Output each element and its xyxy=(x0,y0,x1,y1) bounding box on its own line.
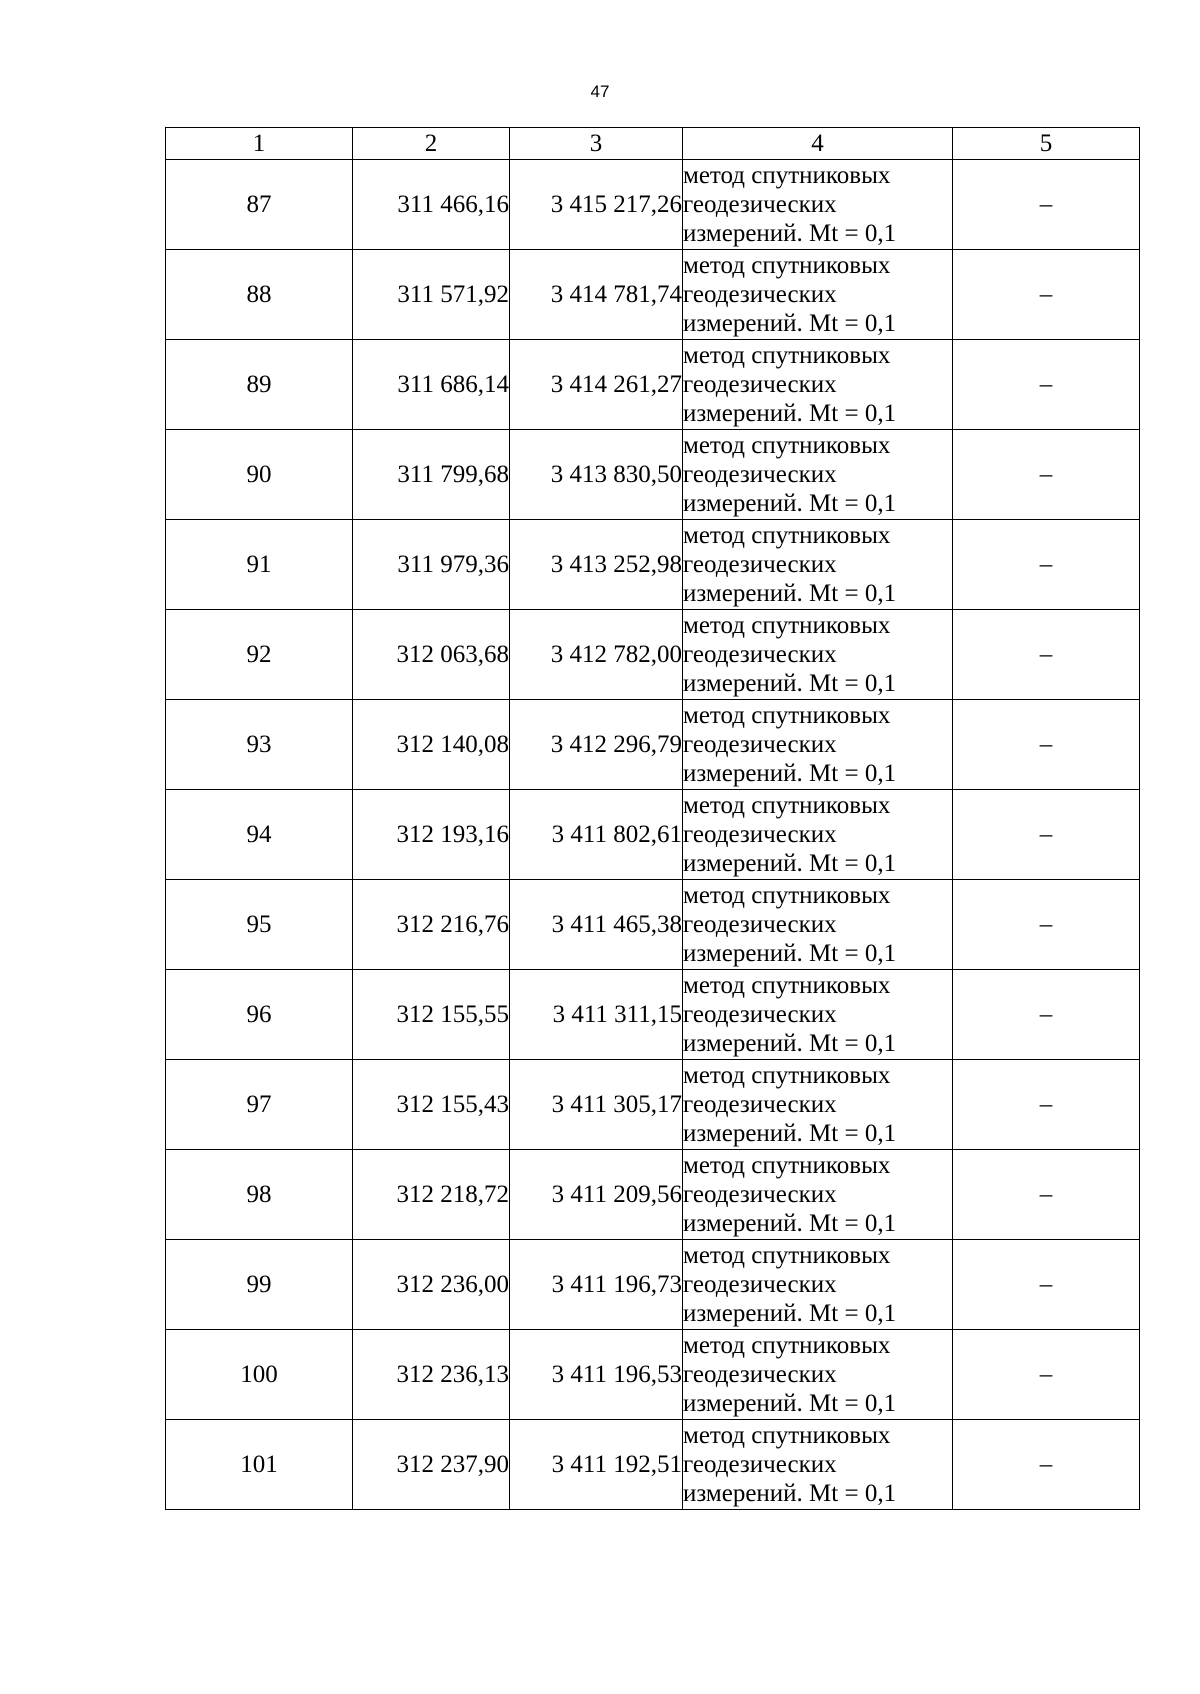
method-cell: метод спутниковых геодезических измерений. Mt = 0,1 xyxy=(683,250,953,340)
method-cell: метод спутниковых геодезических измерений. Mt = 0,1 xyxy=(683,1240,953,1330)
x-coordinate-cell: 312 216,76 xyxy=(353,880,510,970)
point-number-cell: 101 xyxy=(166,1420,353,1510)
table-row xyxy=(166,610,1140,700)
point-number-cell: 88 xyxy=(166,250,353,340)
table-body xyxy=(166,160,1140,1510)
y-coordinate-cell: 3 411 311,15 xyxy=(510,970,683,1060)
table-row xyxy=(166,1420,1140,1510)
note-cell: – xyxy=(953,880,1140,970)
note-cell: – xyxy=(953,1060,1140,1150)
method-cell: метод спутниковых геодезических измерений. Mt = 0,1 xyxy=(683,790,953,880)
header-cell-1: 1 xyxy=(166,128,353,160)
point-number-cell: 100 xyxy=(166,1330,353,1420)
y-coordinate-cell: 3 412 782,00 xyxy=(510,610,683,700)
method-cell: метод спутниковых геодезических измерений. Mt = 0,1 xyxy=(683,1060,953,1150)
method-cell: метод спутниковых геодезических измерений. Mt = 0,1 xyxy=(683,160,953,250)
note-cell: – xyxy=(953,520,1140,610)
table-row xyxy=(166,520,1140,610)
x-coordinate-cell: 312 155,55 xyxy=(353,970,510,1060)
y-coordinate-cell: 3 411 196,53 xyxy=(510,1330,683,1420)
y-coordinate-cell: 3 411 305,17 xyxy=(510,1060,683,1150)
table-row xyxy=(166,970,1140,1060)
table-row xyxy=(166,250,1140,340)
table-header xyxy=(166,128,1140,160)
x-coordinate-cell: 311 571,92 xyxy=(353,250,510,340)
header-row xyxy=(166,128,1140,160)
method-cell: метод спутниковых геодезических измерений. Mt = 0,1 xyxy=(683,340,953,430)
table-row xyxy=(166,700,1140,790)
point-number-cell: 87 xyxy=(166,160,353,250)
method-cell: метод спутниковых геодезических измерений. Mt = 0,1 xyxy=(683,1330,953,1420)
x-coordinate-cell: 312 063,68 xyxy=(353,610,510,700)
x-coordinate-cell: 312 218,72 xyxy=(353,1150,510,1240)
table-row xyxy=(166,790,1140,880)
note-cell: – xyxy=(953,1420,1140,1510)
x-coordinate-cell: 311 979,36 xyxy=(353,520,510,610)
method-cell: метод спутниковых геодезических измерений. Mt = 0,1 xyxy=(683,610,953,700)
table-row xyxy=(166,430,1140,520)
y-coordinate-cell: 3 411 196,73 xyxy=(510,1240,683,1330)
y-coordinate-cell: 3 411 209,56 xyxy=(510,1150,683,1240)
point-number-cell: 89 xyxy=(166,340,353,430)
x-coordinate-cell: 312 236,13 xyxy=(353,1330,510,1420)
x-coordinate-cell: 312 193,16 xyxy=(353,790,510,880)
y-coordinate-cell: 3 414 261,27 xyxy=(510,340,683,430)
x-coordinate-cell: 311 466,16 xyxy=(353,160,510,250)
x-coordinate-cell: 312 237,90 xyxy=(353,1420,510,1510)
x-coordinate-cell: 312 140,08 xyxy=(353,700,510,790)
table-row xyxy=(166,1150,1140,1240)
method-cell: метод спутниковых геодезических измерений. Mt = 0,1 xyxy=(683,1150,953,1240)
point-number-cell: 99 xyxy=(166,1240,353,1330)
point-number-cell: 90 xyxy=(166,430,353,520)
y-coordinate-cell: 3 412 296,79 xyxy=(510,700,683,790)
header-cell-2: 2 xyxy=(353,128,510,160)
method-cell: метод спутниковых геодезических измерений. Mt = 0,1 xyxy=(683,700,953,790)
note-cell: – xyxy=(953,1240,1140,1330)
table-row xyxy=(166,160,1140,250)
note-cell: – xyxy=(953,430,1140,520)
note-cell: – xyxy=(953,790,1140,880)
note-cell: – xyxy=(953,340,1140,430)
header-cell-5: 5 xyxy=(953,128,1140,160)
point-number-cell: 91 xyxy=(166,520,353,610)
y-coordinate-cell: 3 411 192,51 xyxy=(510,1420,683,1510)
note-cell: – xyxy=(953,610,1140,700)
y-coordinate-cell: 3 413 830,50 xyxy=(510,430,683,520)
note-cell: – xyxy=(953,1330,1140,1420)
note-cell: – xyxy=(953,970,1140,1060)
method-cell: метод спутниковых геодезических измерений. Mt = 0,1 xyxy=(683,880,953,970)
header-cell-4: 4 xyxy=(683,128,953,160)
y-coordinate-cell: 3 411 465,38 xyxy=(510,880,683,970)
point-number-cell: 96 xyxy=(166,970,353,1060)
table-row xyxy=(166,1060,1140,1150)
y-coordinate-cell: 3 415 217,26 xyxy=(510,160,683,250)
note-cell: – xyxy=(953,250,1140,340)
point-number-cell: 97 xyxy=(166,1060,353,1150)
method-cell: метод спутниковых геодезических измерений. Mt = 0,1 xyxy=(683,1420,953,1510)
y-coordinate-cell: 3 411 802,61 xyxy=(510,790,683,880)
x-coordinate-cell: 311 799,68 xyxy=(353,430,510,520)
method-cell: метод спутниковых геодезических измерений. Mt = 0,1 xyxy=(683,970,953,1060)
point-number-cell: 98 xyxy=(166,1150,353,1240)
note-cell: – xyxy=(953,1150,1140,1240)
coordinates-table xyxy=(165,127,1140,1510)
table-row xyxy=(166,880,1140,970)
point-number-cell: 95 xyxy=(166,880,353,970)
point-number-cell: 92 xyxy=(166,610,353,700)
x-coordinate-cell: 311 686,14 xyxy=(353,340,510,430)
y-coordinate-cell: 3 413 252,98 xyxy=(510,520,683,610)
point-number-cell: 93 xyxy=(166,700,353,790)
method-cell: метод спутниковых геодезических измерений. Mt = 0,1 xyxy=(683,520,953,610)
table-row xyxy=(166,1240,1140,1330)
x-coordinate-cell: 312 236,00 xyxy=(353,1240,510,1330)
page-number: 47 xyxy=(590,82,610,101)
header-cell-3: 3 xyxy=(510,128,683,160)
x-coordinate-cell: 312 155,43 xyxy=(353,1060,510,1150)
method-cell: метод спутниковых геодезических измерений. Mt = 0,1 xyxy=(683,430,953,520)
note-cell: – xyxy=(953,700,1140,790)
table-row xyxy=(166,1330,1140,1420)
y-coordinate-cell: 3 414 781,74 xyxy=(510,250,683,340)
table-row xyxy=(166,340,1140,430)
point-number-cell: 94 xyxy=(166,790,353,880)
note-cell: – xyxy=(953,160,1140,250)
